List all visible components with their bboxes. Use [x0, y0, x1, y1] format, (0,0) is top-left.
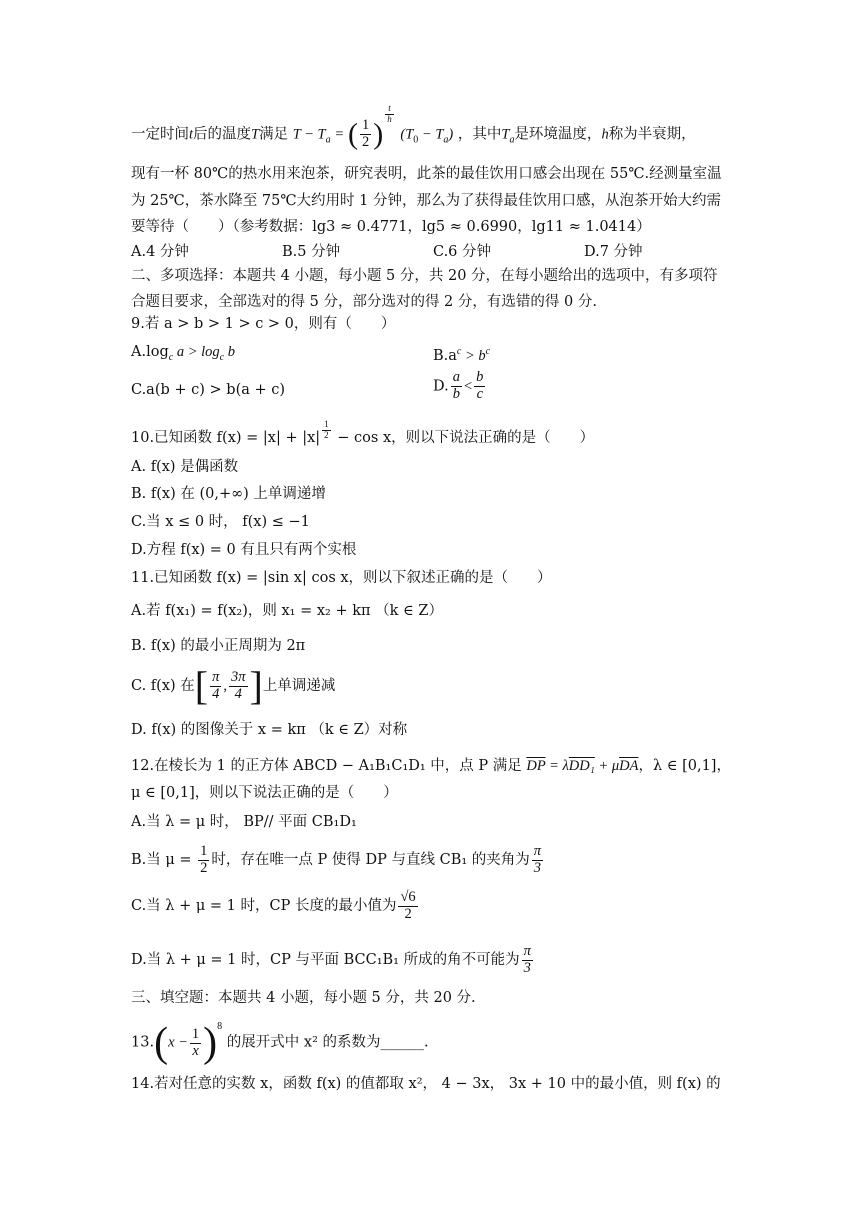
q9-stem: 9.若 a > b > 1 > c > 0，则有（ ）: [131, 316, 396, 332]
q9-option-c: C.a(b + c) > b(a + c): [131, 382, 286, 398]
paren-close: ): [203, 1020, 218, 1066]
text: 后的温度: [193, 126, 252, 143]
text: 的展开式中 x² 的系数为______.: [226, 1034, 429, 1051]
q12-option-c: [131, 890, 420, 923]
text: x −: [168, 1034, 188, 1051]
q8-option-b: B.5 分钟: [282, 244, 341, 260]
sub: a: [509, 134, 515, 146]
sub: c: [219, 351, 225, 363]
lt: <: [463, 378, 473, 395]
text: C.当 λ + μ = 1 时，CP 长度的最小值为: [131, 897, 397, 914]
vector-DD1: DD₁: [568, 758, 595, 774]
text: ，λ ∈ [0,1]，: [638, 758, 731, 774]
text: 时，存在唯一点 P 使得 DP 与直线 CB₁ 的夹角为: [211, 851, 530, 868]
frac-1-2: $\frac{1}{2}$: [200, 843, 208, 876]
text: + μ: [594, 758, 620, 774]
text: D.: [433, 378, 449, 395]
q12-option-b: [131, 844, 545, 877]
q11-option-a: A.若 f(x₁) = f(x₂)，则 x₁ = x₂ + kπ （k ∈ Z）: [131, 603, 443, 619]
text: 12.在棱长为 1 的正方体 ABCD − A₁B₁C₁D₁ 中，点 P 满足: [131, 758, 527, 774]
text: b: [224, 344, 235, 360]
q8-line2: 现有一杯 80℃的热水用来泡茶，研究表明，此茶的最佳饮用口感会出现在 55℃.经测量室温: [131, 166, 722, 182]
paren-open: (: [154, 1020, 169, 1066]
q11-option-b: B. f(x) 的最小正周期为 2π: [131, 638, 306, 654]
text: B.当 μ =: [131, 851, 197, 868]
q8-formula-line: [131, 103, 696, 151]
paren-close: ): [373, 117, 384, 151]
text: 13.: [131, 1034, 155, 1051]
frac-3pi-4: $\frac{3\pi}{4}$: [230, 668, 246, 702]
sup: c: [485, 346, 491, 357]
q11-option-d: D. f(x) 的图像关于 x = kπ （k ∈ Z）对称: [131, 722, 408, 738]
text: > b: [461, 347, 486, 364]
q13: [131, 1022, 429, 1064]
q8-line3: 为 25℃，茶水降至 75℃大约用时 1 分钟，那么为了获得最佳饮用口感，从泡茶开始大约需: [131, 193, 722, 209]
vector-DA: $\overline{DA}$: [619, 758, 639, 774]
q10-option-d: D.方程 f(x) = 0 有且只有两个实根: [131, 542, 357, 558]
text: = λ: [545, 758, 569, 774]
sup: c: [456, 346, 462, 357]
section3-heading: 三、填空题：本题共 4 小题，每小题 5 分，共 20 分.: [131, 990, 476, 1006]
q8-option-d: D.7 分钟: [584, 244, 643, 260]
q8-option-c: C.6 分钟: [433, 244, 492, 260]
q10-option-a: A. f(x) 是偶函数: [131, 459, 239, 475]
text: 满足: [259, 126, 289, 143]
q8-line4: 要等待（ ）（参考数据：lg3 ≈ 0.4771，lg5 ≈ 0.6990，lg11 ≈ 1.0414）: [131, 219, 651, 235]
q10-option-c: C.当 x ≤ 0 时， f(x) ≤ −1: [131, 514, 310, 530]
q11-stem: 11.已知函数 f(x) = |sin x| cos x，则以下叙述正确的是（ ）: [131, 570, 552, 586]
bracket-open: [: [194, 663, 209, 708]
frac-pi-3: $\frac{\pi}{3}$: [523, 943, 531, 976]
text: 称为半衰期，: [608, 126, 696, 143]
var-t: t: [189, 126, 194, 143]
formula-rhs: (T: [400, 126, 414, 143]
var-h: h: [601, 126, 609, 143]
q12-option-a: A.当 λ = μ 时， BP// 平面 CB₁D₁: [131, 814, 357, 830]
section2-heading-line2: 合题目要求，全部选对的得 5 分，部分选对的得 2 分，有选错的得 0 分.: [131, 294, 597, 310]
var-Ta: T: [501, 126, 510, 143]
paren-open: (: [348, 117, 359, 151]
sub: 0: [413, 134, 419, 146]
text: 一定时间: [131, 126, 189, 143]
text: 是环境温度，: [514, 126, 602, 143]
q10-stem: [131, 419, 595, 449]
frac-sqrt6-2: $\frac{√6}{2}$: [400, 889, 416, 922]
frac-pi-4: $\frac{\pi}{4}$: [212, 668, 220, 702]
half-fraction: $\frac{1}{2}$: [362, 117, 370, 150]
q11-option-c: [131, 663, 336, 708]
q12-option-d: [131, 944, 535, 977]
sup-half: $\frac{1}{2}$: [324, 419, 329, 440]
text: A.log: [131, 344, 169, 360]
q10-option-b: B. f(x) 在 (0,+∞) 上单调递增: [131, 486, 326, 502]
text: 10.已知函数 f(x) = |x| + |x|: [131, 430, 321, 446]
bracket-close: ]: [249, 663, 263, 708]
text: a > log: [173, 344, 220, 360]
q12-line2: μ ∈ [0,1]，则以下说法正确的是（ ）: [131, 785, 398, 801]
formula-rhs: ): [448, 126, 454, 143]
q12-line1: [131, 756, 731, 776]
exponent: 8: [217, 1021, 223, 1032]
comma: ,: [223, 678, 227, 694]
formula-rhs: − T: [418, 126, 444, 143]
section2-heading-line1: 二、多项选择：本题共 4 小题，每小题 5 分，共 20 分，在每小题给出的选项中，有多项符: [131, 268, 718, 284]
frac-pi-3: $\frac{\pi}{3}$: [533, 843, 542, 876]
q8-option-a: A.4 分钟: [131, 244, 189, 260]
q14: 14.若对任意的实数 x，函数 f(x) 的值都取 x²， 4 − 3x， 3x + 10 中的最小值，则 f(x) 的: [131, 1076, 721, 1092]
formula-lhs: T − T: [292, 126, 326, 143]
text: − cos x，则以下说法正确的是（ ）: [332, 430, 595, 446]
sub: c: [168, 351, 174, 363]
q9-option-b: [433, 342, 490, 366]
vector-DP: $\overline{DP}$: [526, 758, 546, 774]
eq: =: [335, 126, 344, 143]
sub: a: [325, 134, 331, 146]
text: 上单调递减: [262, 678, 336, 694]
text: B.a: [433, 347, 457, 364]
q9-option-a: [131, 342, 235, 368]
frac-a-b: $\frac{a}{b}$: [452, 369, 460, 402]
q9-option-d: [433, 370, 487, 403]
frac-1-x: $\frac{1}{x}$: [191, 1025, 200, 1059]
var-T: T: [251, 126, 260, 143]
text: D.当 λ + μ = 1 时，CP 与平面 BCC₁B₁ 所成的角不可能为: [131, 951, 520, 968]
sub: a: [443, 134, 449, 146]
exponent-fraction: $\frac{t}{h}$: [387, 103, 392, 124]
text: C. f(x) 在: [131, 678, 195, 694]
text: ，其中: [457, 126, 502, 143]
frac-b-c: $\frac{b}{c}$: [476, 369, 484, 402]
